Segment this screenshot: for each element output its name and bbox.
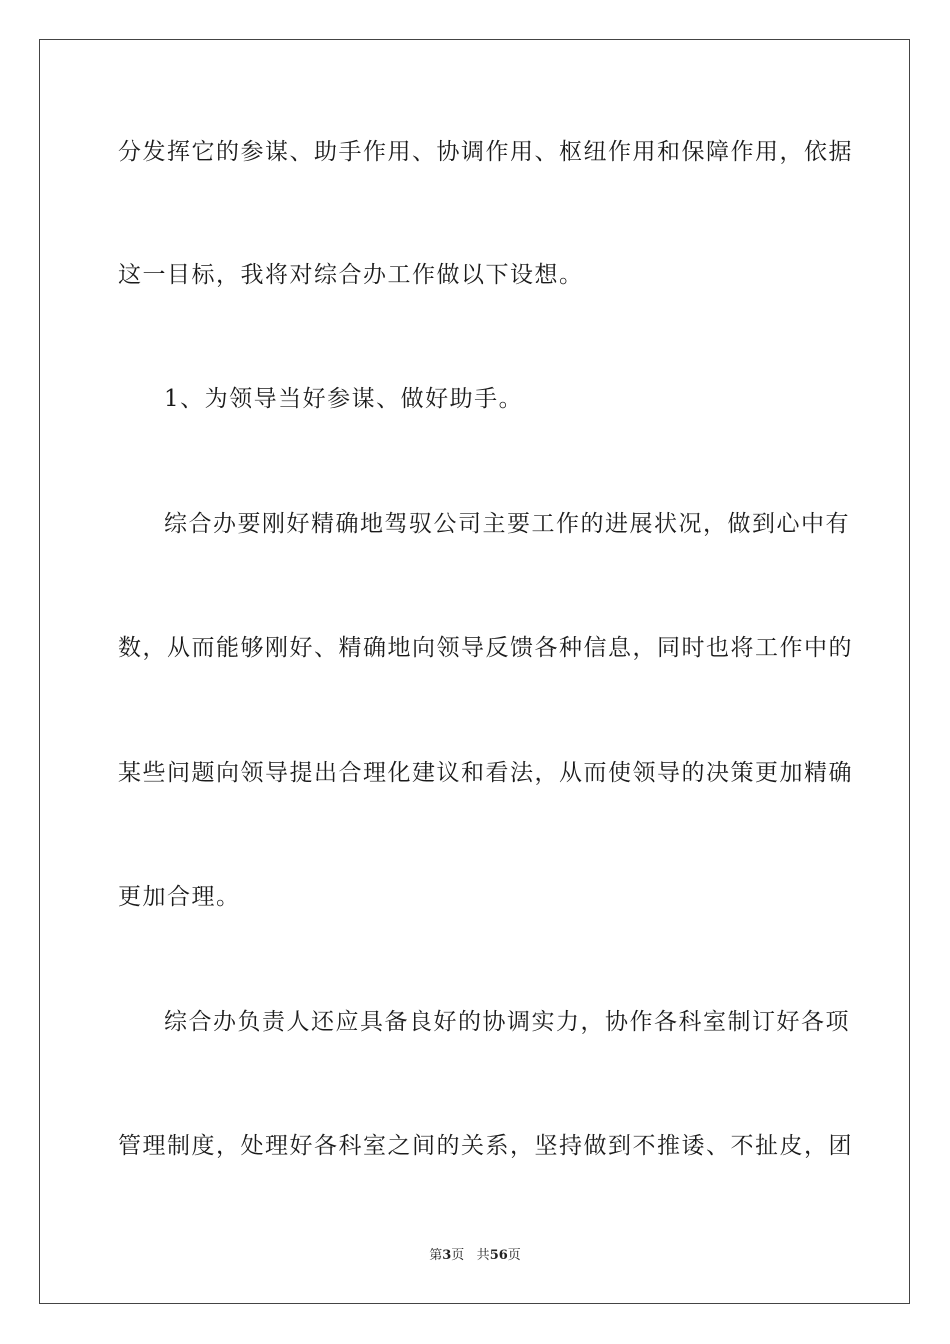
text-line-4: 综合办要刚好精确地驾驭公司主要工作的进展状况，做到心中有 <box>164 511 850 537</box>
text-line-9: 管理制度，处理好各科室之间的关系，坚持做到不推诿、不扯皮，团 <box>118 1133 853 1159</box>
page-border <box>39 39 910 1304</box>
page-footer <box>0 1247 950 1265</box>
footer-page-prefix: 第 <box>429 1248 443 1263</box>
footer-total-suffix: 页 <box>507 1248 521 1263</box>
footer-total-pages: 56 <box>489 1248 508 1263</box>
text-line-7: 更加合理。 <box>118 884 241 910</box>
text-line-2: 这一目标，我将对综合办工作做以下设想。 <box>118 262 584 288</box>
text-line-8: 综合办负责人还应具备良好的协调实力，协作各科室制订好各项 <box>164 1009 850 1035</box>
text-line-6: 某些问题向领导提出合理化建议和看法，从而使领导的决策更加精确 <box>118 760 853 786</box>
section-heading: 1、为领导当好参谋、做好助手。 <box>164 386 524 412</box>
footer-total-prefix: 共 <box>476 1248 490 1263</box>
text-line-1: 分发挥它的参谋、助手作用、协调作用、枢纽作用和保障作用，依据 <box>118 139 853 165</box>
text-line-5: 数，从而能够刚好、精确地向领导反馈各种信息，同时也将工作中的 <box>118 635 853 661</box>
footer-page-suffix: 页 <box>451 1248 465 1263</box>
footer-page-number: 3 <box>442 1248 452 1263</box>
